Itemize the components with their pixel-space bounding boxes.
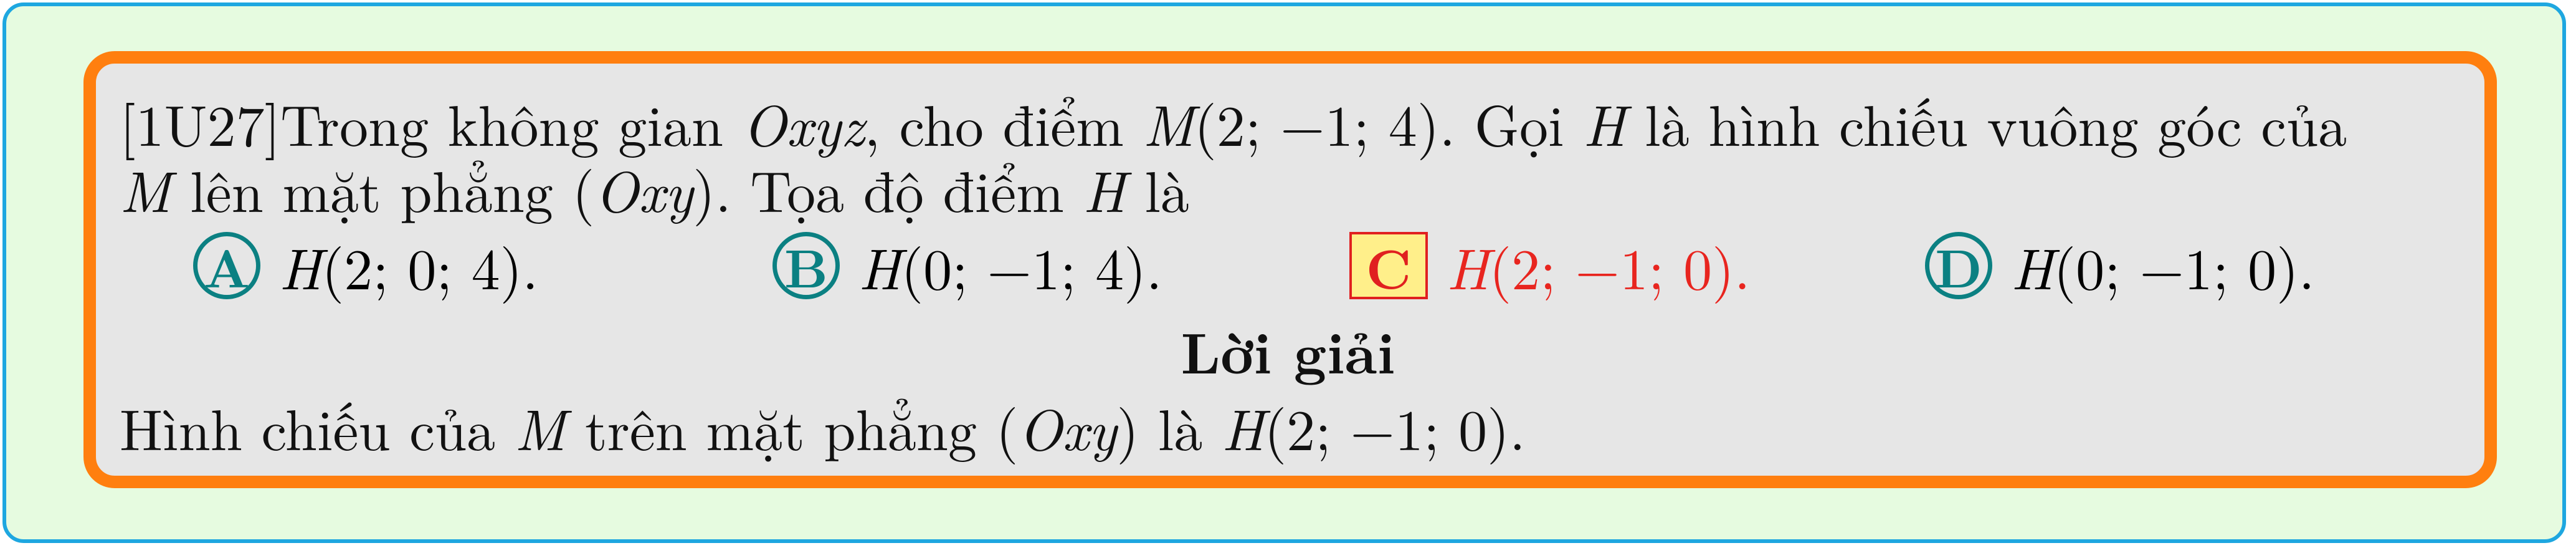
- option-a[interactable]: [193, 224, 538, 306]
- question-line-2-run-4: H: [1083, 147, 1126, 229]
- question-line-1: [120, 81, 2347, 163]
- question-line-2-run-3: ). Tọa độ điểm: [693, 147, 1083, 229]
- question-line-1-run-5: H: [1583, 81, 1626, 163]
- question-line-1-run-4: (2; −1; 4). Gọi: [1194, 81, 1584, 163]
- solution-run-6: (2; −1; 0).: [1264, 385, 1526, 467]
- option-c-point: H: [1447, 224, 1490, 306]
- question-line-2-run-1: lên mặt phẳng (: [171, 147, 595, 229]
- question-line-2-run-0: M: [120, 147, 171, 229]
- question-line-1-run-2: , cho điểm: [864, 81, 1143, 163]
- question-code: [1U27]: [120, 81, 281, 163]
- question-line-1-run-1: Oxyz: [742, 81, 865, 163]
- option-b[interactable]: [772, 224, 1162, 306]
- solution-run-0: Hình chiếu của: [120, 385, 515, 467]
- option-c-badge: C: [1349, 232, 1428, 299]
- option-b-point: H: [858, 224, 901, 306]
- option-b-coords: (0; −1; 4).: [901, 224, 1162, 306]
- solution-run-3: Oxy: [1018, 385, 1117, 467]
- option-a-coords: (2; 0; 4).: [321, 224, 538, 306]
- option-a-point: H: [279, 224, 322, 306]
- solution-line: [120, 385, 1526, 467]
- solution-text: [120, 385, 1526, 467]
- question-line-2: [120, 147, 1189, 229]
- solution-run-1: M: [514, 385, 566, 467]
- solution-run-4: ) là: [1116, 385, 1222, 467]
- option-d-point: H: [2011, 224, 2054, 306]
- solution-title: Lời giải: [1181, 309, 1395, 391]
- question-line-2-run-2: Oxy: [594, 147, 693, 229]
- question-line-2-run-5: là: [1125, 147, 1189, 229]
- question-line-1-run-6: là hình chiếu vuông góc của: [1625, 81, 2347, 163]
- question-line-1-run-3: M: [1143, 81, 1194, 163]
- option-d-badge: D: [1925, 232, 1992, 299]
- option-d-coords: (0; −1; 0).: [2053, 224, 2315, 306]
- solution-run-2: trên mặt phẳng (: [566, 385, 1019, 467]
- solution-run-5: H: [1222, 385, 1265, 467]
- option-c[interactable]: [1349, 224, 1751, 306]
- option-c-coords: (2; −1; 0).: [1489, 224, 1751, 306]
- question-text-2: [120, 147, 1189, 229]
- option-d[interactable]: [1925, 224, 2315, 306]
- option-a-badge: A: [193, 232, 260, 299]
- option-b-badge: B: [772, 232, 840, 299]
- question-line-1-run-0: Trong không gian: [280, 81, 743, 163]
